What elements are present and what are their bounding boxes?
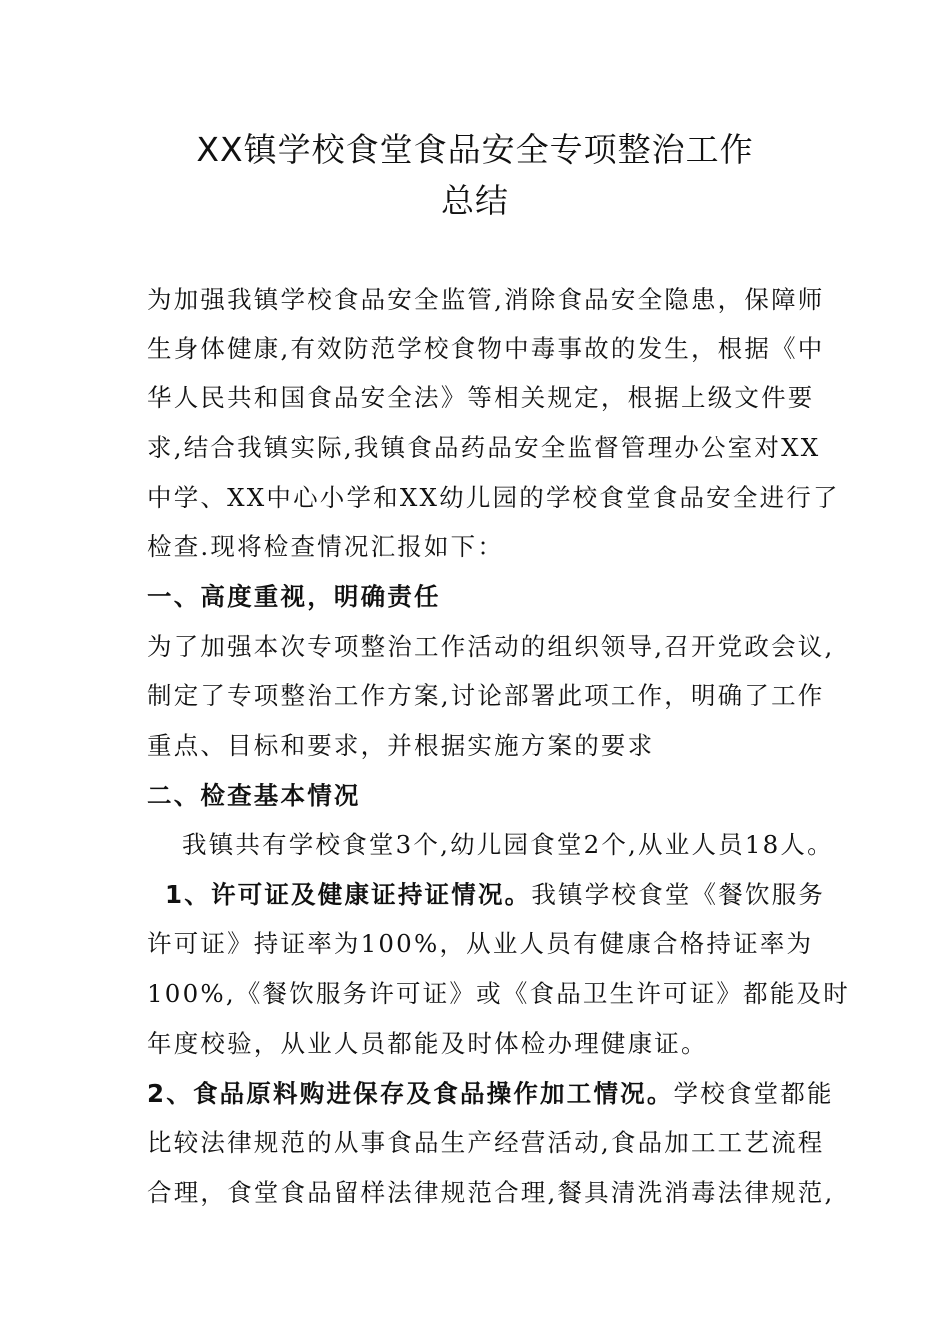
item-1-label: 1、许可证及健康证持证情况。 <box>165 880 532 909</box>
item-1-line-3: 100%,《餐饮服务许可证》或《食品卫生许可证》都能及时 <box>147 979 850 1008</box>
item-2-line-3: 合理，食堂食品留样法律规范合理,餐具清洗消毒法律规范, <box>147 1178 835 1207</box>
item-1-first-line-text: 我镇学校食堂《餐饮服务 <box>531 880 826 909</box>
intro-line-5: 中学、XX中心小学和XX幼儿园的学校食堂食品安全进行了 <box>147 483 840 512</box>
item-1-line-2: 许可证》持证率为100%，从业人员有健康合格持证率为 <box>147 929 814 958</box>
intro-line-3: 华人民共和国食品安全法》等相关规定，根据上级文件要 <box>147 383 815 412</box>
item-2-line-2: 比较法律规范的从事食品生产经营活动,食品加工工艺流程 <box>147 1128 825 1157</box>
intro-line-1: 为加强我镇学校食品安全监管,消除食品安全隐患，保障师 <box>147 285 825 314</box>
section-1-line-1: 为了加强本次专项整治工作活动的组织领导,召开党政会议, <box>147 632 835 661</box>
section-1-line-2: 制定了专项整治工作方案,讨论部署此项工作，明确了工作 <box>147 681 825 710</box>
section-1-line-3: 重点、目标和要求，并根据实施方案的要求 <box>147 731 655 760</box>
document-title-line-2: 总结 <box>441 181 509 220</box>
item-1-line-4: 年度校验，从业人员都能及时体检办理健康证。 <box>147 1029 708 1058</box>
item-2-first-line-text: 学校食堂都能 <box>673 1079 834 1108</box>
section-1-heading: 一、高度重视，明确责任 <box>147 582 441 611</box>
section-2-heading: 二、检查基本情况 <box>147 781 361 810</box>
item-2-first-line <box>147 1077 834 1111</box>
section-2-summary: 我镇共有学校食堂3个,幼儿园食堂2个,从业人员18人。 <box>182 830 834 859</box>
item-2-label: 2、食品原料购进保存及食品操作加工情况。 <box>147 1079 674 1108</box>
intro-line-6: 检查.现将检查情况汇报如下： <box>147 532 505 561</box>
item-1-first-line <box>165 878 825 912</box>
intro-line-2: 生身体健康,有效防范学校食物中毒事故的发生，根据《中 <box>147 334 825 363</box>
intro-line-4: 求,结合我镇实际,我镇食品药品安全监督管理办公室对XX <box>147 433 821 462</box>
document-title-line-1: XX镇学校食堂食品安全专项整治工作 <box>196 130 754 169</box>
